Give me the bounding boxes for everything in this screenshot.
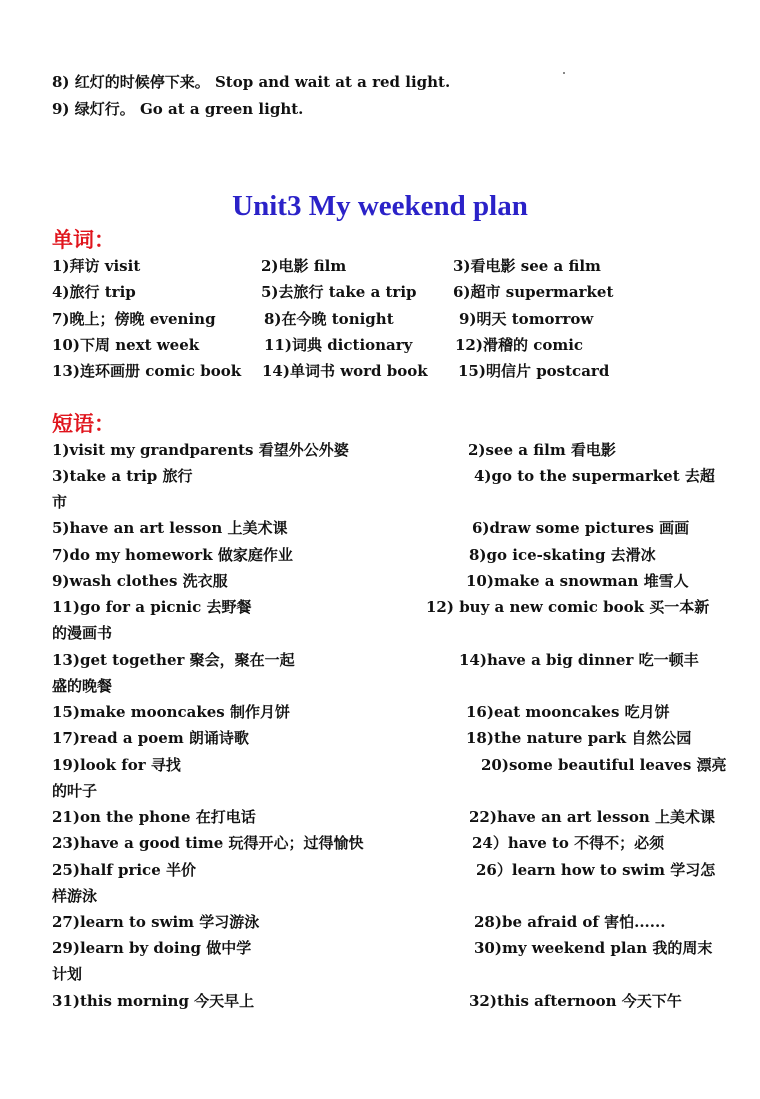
phrase-item: 29)learn by doing 做中学: [52, 939, 252, 957]
phrase-item: 16)eat mooncakes 吃月饼: [466, 703, 670, 721]
vocab-item: 3)看电影 see a film: [453, 257, 601, 275]
phrase-item: 30)my weekend plan 我的周末: [474, 939, 713, 957]
phrases-heading: 短语：: [52, 411, 115, 436]
phrase-item: 28)be afraid of 害怕......: [474, 913, 666, 931]
intro-line-8: 8) 红灯的时候停下来。 Stop and wait at a red light.: [52, 73, 451, 91]
vocab-item: 8)在今晚 tonight: [264, 310, 394, 328]
vocab-item: 2)电影 film: [261, 257, 347, 275]
phrase-item: 13)get together 聚会，聚在一起: [52, 651, 295, 669]
phrase-item: 12) buy a new comic book 买一本新: [426, 598, 710, 616]
phrase-item: 24）have to 不得不；必须: [472, 834, 665, 852]
phrase-item: 5)have an art lesson 上美术课: [52, 519, 288, 537]
vocab-item: 11)词典 dictionary: [264, 336, 413, 354]
phrase-item: 4)go to the supermarket 去超: [474, 467, 715, 485]
phrase-item: 9)wash clothes 洗衣服: [52, 572, 228, 590]
phrase-item-continuation: 市: [52, 493, 68, 511]
phrase-item: 2)see a film 看电影: [468, 441, 616, 459]
intro-line-9: 9) 绿灯行。 Go at a green light.: [52, 100, 304, 118]
vocab-item: 12)滑稽的 comic: [455, 336, 584, 354]
vocab-item: 5)去旅行 take a trip: [261, 283, 417, 301]
phrase-item: 22)have an art lesson 上美术课: [469, 808, 715, 826]
vocab-item: 6)超市 supermarket: [453, 283, 614, 301]
vocab-item: 4)旅行 trip: [52, 283, 136, 301]
phrase-item: 14)have a big dinner 吃一顿丰: [459, 651, 699, 669]
vocab-item: 15)明信片 postcard: [458, 362, 610, 380]
phrase-item: 3)take a trip 旅行: [52, 467, 193, 485]
vocab-heading: 单词：: [52, 227, 115, 252]
vocab-item: 13)连环画册 comic book: [52, 362, 242, 380]
vocab-item: 1)拜访 visit: [52, 257, 141, 275]
phrase-item: 32)this afternoon 今天下午: [469, 992, 682, 1010]
phrase-item: 10)make a snowman 堆雪人: [466, 572, 689, 590]
stray-dot: [563, 72, 565, 74]
phrase-item: 11)go for a picnic 去野餐: [52, 598, 252, 616]
phrase-item: 23)have a good time 玩得开心；过得愉快: [52, 834, 364, 852]
phrase-item: 26）learn how to swim 学习怎: [476, 861, 716, 879]
vocab-item: 14)单词书 word book: [262, 362, 428, 380]
phrase-item-continuation: 计划: [52, 965, 83, 983]
phrase-item: 21)on the phone 在打电话: [52, 808, 256, 826]
phrase-item: 20)some beautiful leaves 漂亮: [481, 756, 727, 774]
vocab-item: 10)下周 next week: [52, 336, 200, 354]
phrase-item-continuation: 的漫画书: [52, 624, 113, 642]
phrase-item-continuation: 样游泳: [52, 887, 98, 905]
phrase-item: 6)draw some pictures 画画: [472, 519, 690, 537]
phrase-item: 18)the nature park 自然公园: [466, 729, 692, 747]
phrase-item: 7)do my homework 做家庭作业: [52, 546, 293, 564]
vocab-item: 9)明天 tomorrow: [459, 310, 594, 328]
phrase-item: 15)make mooncakes 制作月饼: [52, 703, 290, 721]
phrase-item: 8)go ice-skating 去滑冰: [469, 546, 656, 564]
phrase-item: 31)this morning 今天早上: [52, 992, 255, 1010]
phrase-item: 17)read a poem 朗诵诗歌: [52, 729, 249, 747]
page-title: Unit3 My weekend plan: [232, 190, 528, 222]
phrase-item: 27)learn to swim 学习游泳: [52, 913, 260, 931]
phrase-item-continuation: 盛的晚餐: [52, 677, 113, 695]
vocab-item: 7)晚上；傍晚 evening: [52, 310, 216, 328]
phrase-item-continuation: 的叶子: [52, 782, 98, 800]
phrase-item: 25)half price 半价: [52, 861, 196, 879]
phrase-item: 19)look for 寻找: [52, 756, 181, 774]
phrase-item: 1)visit my grandparents 看望外公外婆: [52, 441, 349, 459]
